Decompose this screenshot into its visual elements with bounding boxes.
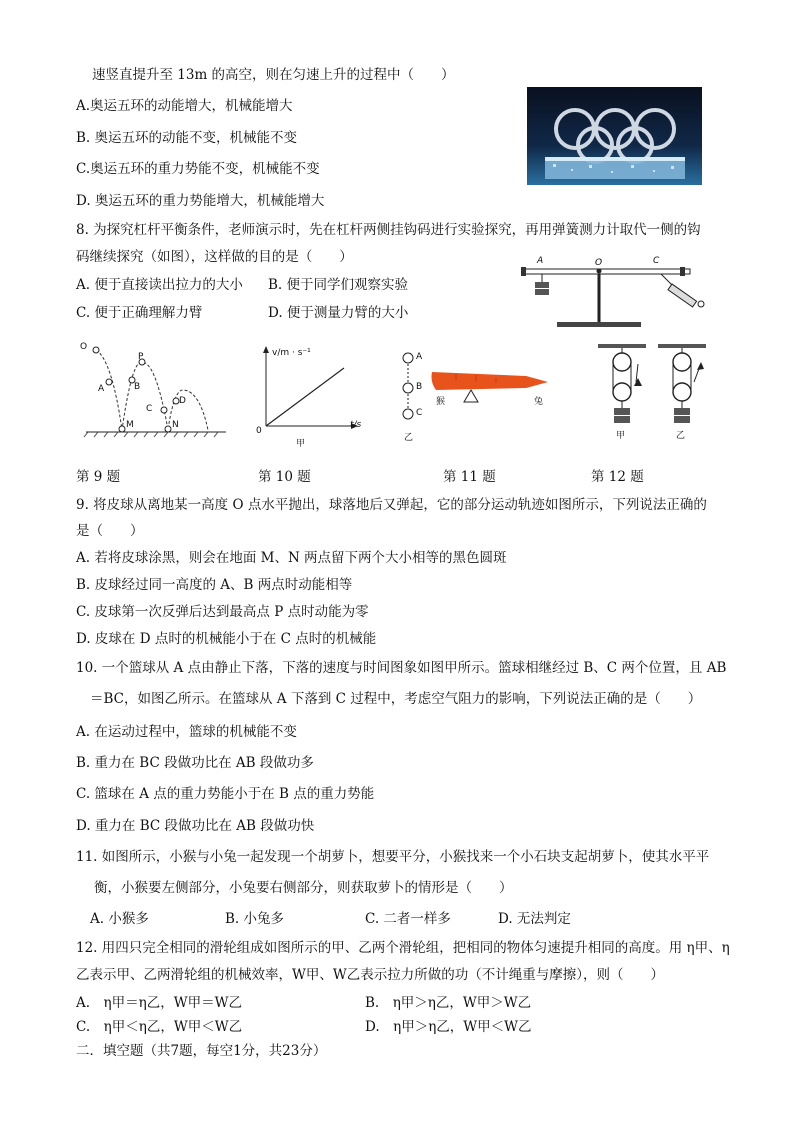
q12-option-d: D. η甲＞η乙，W甲＜W乙 bbox=[365, 1019, 532, 1035]
q11-option-d: D. 无法判定 bbox=[498, 911, 571, 927]
lever-label-a: A bbox=[537, 256, 544, 266]
q7-option-c: C.奥运五环的重力势能不变，机械能不变 bbox=[76, 161, 320, 177]
q10-stem-line2: ＝BC，如图乙所示。在篮球从 A 下落到 C 过程中，考虑空气阻力的影响，下列说法正确的是（ ） bbox=[90, 691, 702, 707]
fig9-label-a: A bbox=[98, 384, 105, 394]
q12-option-c: C. η甲＜η乙，W甲＜W乙 bbox=[76, 1019, 243, 1035]
q7-option-d: D. 奥运五环的重力势能增大，机械能增大 bbox=[76, 193, 325, 209]
q9-stem-line1: 9. 将皮球从离地某一高度 O 点水平抛出，球落地后又弹起，它的部分运动轨迹如图所示，下列说法正确的 bbox=[76, 497, 707, 513]
fig9-label-n: N bbox=[172, 420, 179, 430]
lever-label-c: C bbox=[653, 256, 660, 266]
q9-option-c: C. 皮球第一次反弹后达到最高点 P 点时动能为零 bbox=[76, 604, 369, 620]
q7-option-b: B. 奥运五环的动能不变，机械能不变 bbox=[76, 130, 298, 146]
fig9-label-m: M bbox=[126, 420, 134, 430]
q11-stem-line2: 衡，小猴要左侧部分，小兔要右侧部分，则获取萝卜的情形是（ ） bbox=[94, 880, 513, 896]
q10-option-b: B. 重力在 BC 段做功比在 AB 段做功多 bbox=[76, 755, 314, 771]
q11-option-a: A. 小猴多 bbox=[90, 911, 149, 927]
fig9-label-c: C bbox=[146, 404, 153, 414]
q10-stem-line1: 10. 一个篮球从 A 点由静止下落，下落的速度与时间图象如图甲所示。篮球相继经过 B、C 两个位置，且 AB bbox=[76, 660, 727, 676]
fig11-monkey-label: 猴 bbox=[436, 397, 446, 407]
fig12-right-caption: 乙 bbox=[676, 431, 686, 441]
velocity-time-graph bbox=[252, 344, 372, 448]
fig11-label-b: B bbox=[416, 382, 423, 392]
fig9-label-o: O bbox=[80, 342, 88, 352]
pulley-systems-figure bbox=[596, 342, 716, 448]
q12-option-b: B. η甲＞η乙，W甲＞W乙 bbox=[365, 995, 532, 1011]
fig9-label-b: B bbox=[134, 382, 141, 392]
q10-option-d: D. 重力在 BC 段做功比在 AB 段做功快 bbox=[76, 818, 315, 834]
section-2-heading: 二．填空题（共7题，每空1分，共23分） bbox=[76, 1043, 327, 1059]
fig10-caption: 甲 bbox=[296, 439, 306, 449]
q11-option-b: B. 小兔多 bbox=[225, 911, 285, 927]
q11-stem-line1: 11. 如图所示，小猴与小兔一起发现一个胡萝卜，想要平分，小猴找来一个小石块支起胡萝卜，使其水平平 bbox=[76, 849, 710, 865]
q8-option-d: D. 便于测量力臂的大小 bbox=[268, 305, 409, 321]
q8-option-c: C. 便于正确理解力臂 bbox=[76, 305, 203, 321]
q7-stem-continued: 速竖直提升至 13m 的高空，则在匀速上升的过程中（ ） bbox=[92, 67, 455, 83]
q10-option-c: C. 篮球在 A 点的重力势能小于在 B 点的重力势能 bbox=[76, 786, 375, 802]
fig11-label-c: C bbox=[416, 408, 423, 418]
lever-figure bbox=[515, 256, 715, 330]
q9-option-d: D. 皮球在 D 点时的机械能小于在 C 点时的机械能 bbox=[76, 631, 377, 647]
q8-stem-line1: 8. 为探究杠杆平衡条件，老师演示时，先在杠杆两侧挂钩码进行实验探究，再用弹簧测力计取代一侧的钩 bbox=[76, 222, 701, 238]
lever-label-o: O bbox=[595, 258, 603, 268]
q9-option-b: B. 皮球经过同一高度的 A、B 两点时动能相等 bbox=[76, 577, 353, 593]
q12-stem-line2: 乙表示甲、乙两滑轮组的机械效率，W甲、W乙表示拉力所做的功（不计绳重与摩擦），则（ ） bbox=[76, 967, 665, 983]
q11-option-c: C. 二者一样多 bbox=[365, 911, 451, 927]
olympic-rings-photo bbox=[527, 87, 702, 185]
q8-option-b: B. 便于同学们观察实验 bbox=[268, 277, 409, 293]
q7-option-a: A.奥运五环的动能增大，机械能增大 bbox=[76, 98, 293, 114]
caption-q11: 第 11 题 bbox=[443, 469, 496, 485]
fig11-label-a: A bbox=[416, 352, 423, 362]
caption-q10: 第 10 题 bbox=[258, 469, 311, 485]
q8-option-a: A. 便于直接读出拉力的大小 bbox=[76, 277, 243, 293]
caption-q12: 第 12 题 bbox=[591, 469, 644, 485]
q8-stem-line2: 码继续探究（如图），这样做的目的是（ ） bbox=[76, 249, 353, 265]
carrot-balance-figure bbox=[396, 348, 556, 448]
fig11-caption: 乙 bbox=[404, 433, 414, 443]
q9-stem-line2: 是（ ） bbox=[76, 523, 144, 539]
fig10-y-label: v/m · s⁻¹ bbox=[272, 348, 311, 358]
fig9-label-d: D bbox=[179, 396, 186, 406]
fig10-x-label: t/s bbox=[350, 420, 362, 430]
q12-stem-line1: 12. 用四只完全相同的滑轮组成如图所示的甲、乙两个滑轮组，把相同的物体匀速提升相同的高度。用 η甲、η bbox=[76, 940, 730, 956]
fig11-rabbit-label: 兔 bbox=[534, 397, 544, 407]
caption-q9: 第 9 题 bbox=[76, 469, 121, 485]
q9-option-a: A. 若将皮球涂黑，则会在地面 M、N 两点留下两个大小相等的黑色圆斑 bbox=[76, 550, 507, 566]
fig10-origin: 0 bbox=[256, 426, 262, 436]
q10-option-a: A. 在运动过程中，篮球的机械能不变 bbox=[76, 724, 297, 740]
fig9-label-p: P bbox=[138, 352, 144, 362]
fig12-left-caption: 甲 bbox=[616, 431, 626, 441]
bouncing-ball-figure bbox=[76, 340, 236, 440]
q12-option-a: A. η甲＝η乙，W甲＝W乙 bbox=[76, 995, 242, 1011]
